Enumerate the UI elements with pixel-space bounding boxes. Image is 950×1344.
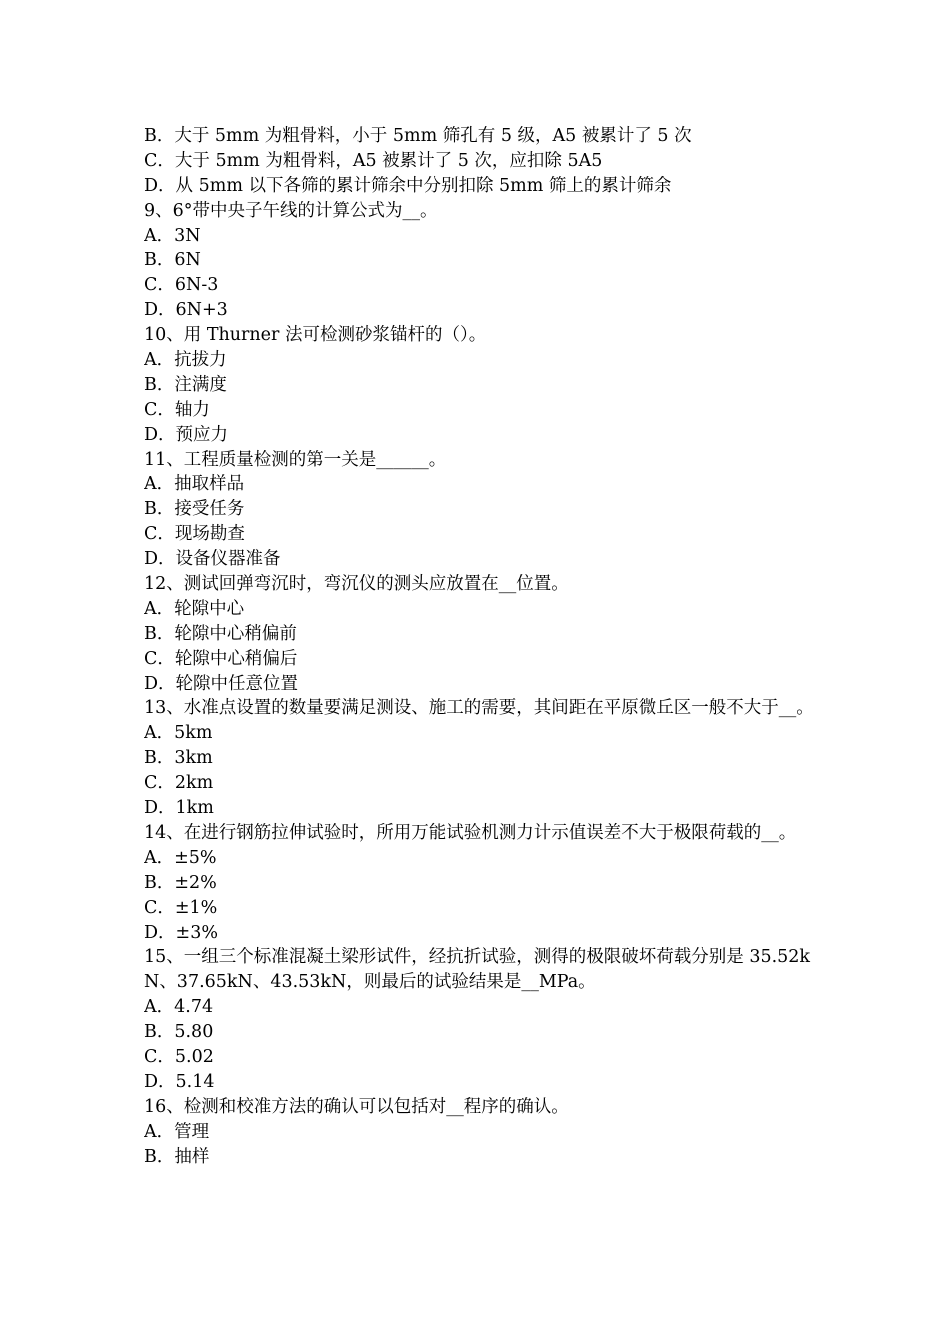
answer-option: D．6N+3: [144, 300, 228, 321]
answer-option: C．5.02: [144, 1047, 214, 1068]
question-text: 13、水准点设置的数量要满足测设、施工的需要，其间距在平原微丘区一般不大于__。: [144, 698, 814, 719]
intro-option: C．大于 5mm 为粗骨料，A5 被累计了 5 次，应扣除 5A5: [144, 150, 603, 171]
answer-option: D．设备仪器准备: [144, 549, 281, 570]
answer-option: A．抽取样品: [144, 474, 245, 495]
question-10: [144, 323, 814, 447]
question-12: [144, 572, 814, 696]
answer-option: A．5km: [144, 723, 213, 744]
answer-option: B．±2%: [144, 872, 217, 893]
answer-option: A．±5%: [144, 847, 217, 868]
answer-option: A．轮隙中心: [144, 598, 245, 619]
answer-option: A．抗拔力: [144, 350, 227, 371]
answer-option: D．±3%: [144, 922, 218, 943]
question-text: 9、6°带中央子午线的计算公式为__。: [144, 200, 438, 221]
answer-option: D．1km: [144, 798, 214, 819]
answer-option: B．抽样: [144, 1146, 210, 1167]
answer-option: B．注满度: [144, 374, 227, 395]
answer-option: B．接受任务: [144, 499, 245, 520]
question-text: 14、在进行钢筋拉伸试验时，所用万能试验机测力计示值误差不大于极限荷载的__。: [144, 822, 797, 843]
answer-option: C．6N-3: [144, 275, 219, 296]
question-text: 11、工程质量检测的第一关是______。: [144, 449, 447, 470]
question-text: 10、用 Thurner 法可检测砂浆锚杆的（）。: [144, 325, 487, 346]
answer-option: D．轮隙中任意位置: [144, 673, 299, 694]
answer-option: B．3km: [144, 748, 213, 769]
question-14: [144, 821, 814, 945]
answer-option: C．轴力: [144, 399, 210, 420]
question-text: 16、检测和校准方法的确认可以包括对__程序的确认。: [144, 1096, 569, 1117]
question-text: 12、测试回弹弯沉时，弯沉仪的测头应放置在__位置。: [144, 574, 569, 595]
answer-option: B．6N: [144, 250, 201, 271]
answer-option: A．4.74: [144, 997, 214, 1018]
intro-option: D．从 5mm 以下各筛的累计筛余中分别扣除 5mm 筛上的累计筛余: [144, 175, 672, 196]
answer-option: C．±1%: [144, 897, 218, 918]
answer-option: D．预应力: [144, 424, 229, 445]
question-15: [144, 945, 814, 1094]
answer-option: C．现场勘查: [144, 524, 245, 545]
question-16: [144, 1095, 814, 1170]
intro-option: B．大于 5mm 为粗骨料，小于 5mm 筛孔有 5 级，A5 被累计了 5 次: [144, 126, 692, 146]
answer-option: C．轮隙中心稍偏后: [144, 648, 298, 669]
document-page: [144, 124, 814, 1169]
question-13: [144, 696, 814, 820]
question-11: [144, 448, 814, 572]
answer-option: A．管理: [144, 1121, 210, 1142]
answer-option: B．5.80: [144, 1022, 214, 1043]
answer-option: D．5.14: [144, 1071, 215, 1092]
answer-option: A．3N: [144, 225, 201, 246]
answer-option: B．轮隙中心稍偏前: [144, 623, 297, 644]
question-9: [144, 199, 814, 323]
answer-option: C．2km: [144, 773, 214, 794]
question-text: 15、一组三个标准混凝土梁形试件，经抗折试验，测得的极限破坏荷载分别是 35.52kN、37.65kN、43.53kN，则最后的试验结果是__MPa。: [144, 947, 811, 993]
